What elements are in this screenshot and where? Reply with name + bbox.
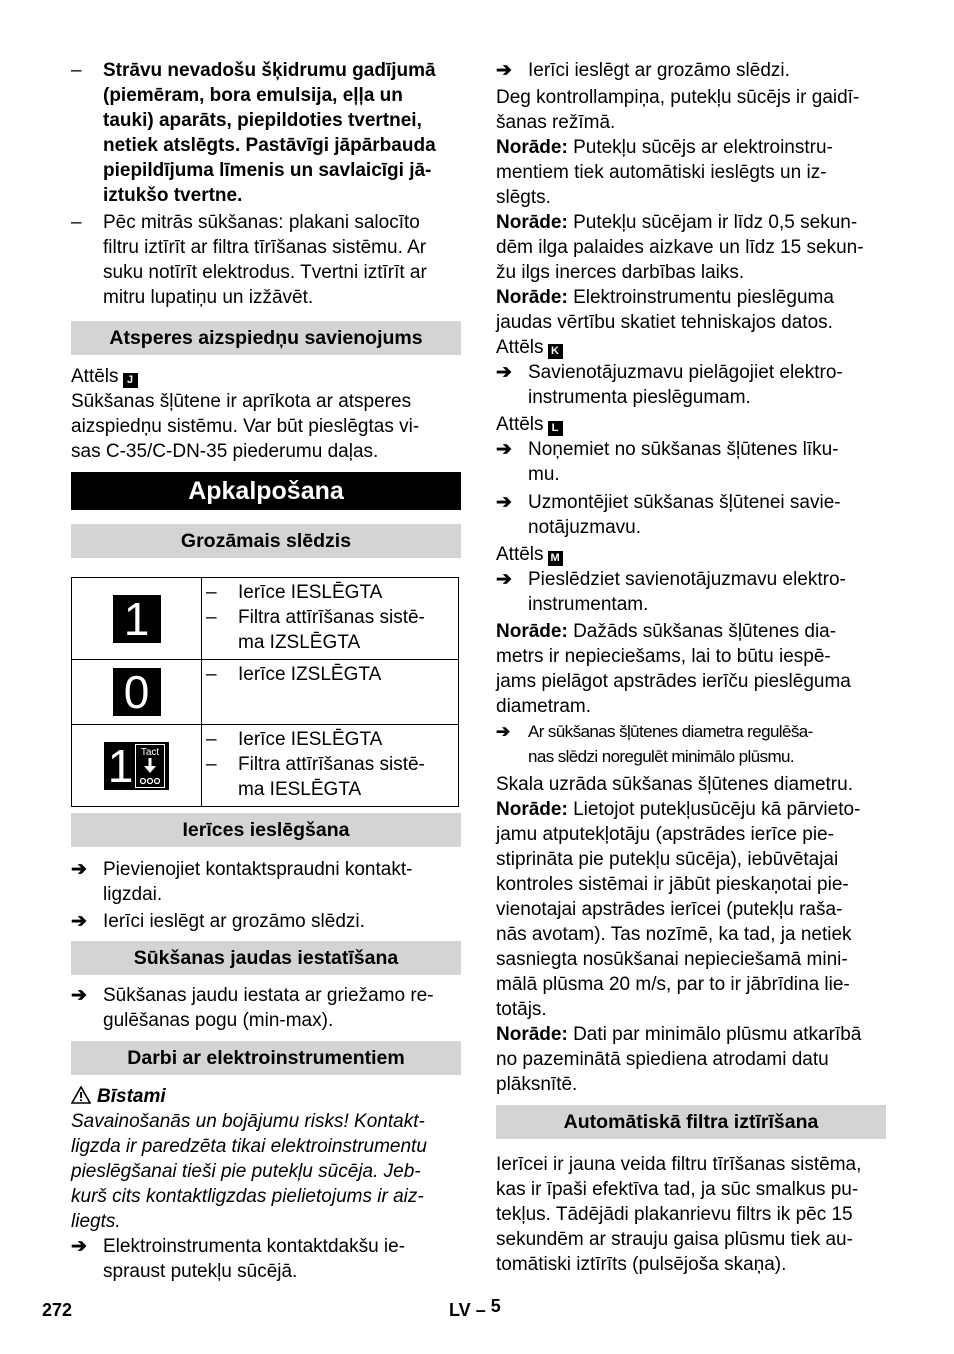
note: Norāde: Putekļu sūcējam ir līdz 0,5 sekun- dēm ilga palaides aizkave un līdz 15 sekun- žu ilgs inerces darbības laiks. [496,212,864,283]
table-row: 0 – Ierīce IZSLĒGTA [72,660,459,725]
figure-ref-j: Attēls J [71,364,461,389]
arrow-icon: ➔ [71,911,87,932]
table-row: 1 Tact – Ierīce IESLĒGTA – Filtra attīrīšanas sistē- ma IESLĒGTA [72,725,459,807]
danger-text: Savainošanās un bojājumu risks! Kontakt- ligzda ir paredzēta tikai elektroinstrumentu pieslēgšanai tieši pie putekļu sūcēja. Jeb- kurš cits kontaktligzdas pielietojums ir aiz- liegts. [71,1111,427,1232]
switch-positions-table [71,577,459,807]
arrow-icon: ➔ [71,1236,87,1257]
list-item: ➔ Pievienojiet kontaktspraudni kontakt- ligzdai. [71,859,413,905]
arrow-icon: ➔ [496,492,512,513]
table-row: 1 – Ierīce IESLĒGTA – Filtra attīrīšanas sistē- ma IZSLĒGTA [72,578,459,660]
right-column: ➔ Ierīci ieslēgt ar grozāmo slēdzi. Deg kontrollampiņa, putekļu sūcējs ir gaidī- šanas režīmā. Norāde: Putekļu sūcējs ar elektroinstru- mentiem tiek automātiski ieslēgts un iz- slēgts. Norāde: Putekļu sūcējam ir līdz 0,5 sekun- dēm ilga palaides aizkave un līdz 15 sekun- žu ilgs inerces darbības laiks. Norāde: Elektroinstrumentu pieslēguma jaudas vērtību skatiet tehniskajos datos. Attēls K ➔ Savienotājuzmavu pielāgojiet elektro- instrumenta pieslēgumam. Attēls L ➔ Noņemiet no sūkšanas šļūtenes līku- mu. ➔ Uzmontējiet sūkšanas šļūtenei savie- notājuzmavu. Attēls M ➔ Pieslēdziet savienotājuzmavu elektro- instrumentam. Norāde: Dažāds sūkšanas šļūtenes dia- metrs ir nepieciešams, lai to būtu iespē- jams pielāgot apstrādes ierīču pieslēguma diametram. ➔ Ar sūkšanas šļūtenes diametra regulēša- nas slēdzi noregulēt minimālo plūsmu. Skala uzrāda sūkšanas šļūtenes diametru. Norāde: Lietojot putekļusūcēju kā pārvieto- jamu atputekļotāju (apstrādes ierīce pie- stiprināta pie putekļu sūcēja), iebūvētajai kontroles sistēmai ir jābūt pieskaņotai pie- vienotajai apstrādes ierīcei (putekļu raša- nās avotam). Tas nozīmē, ka tad, ja netiek sasniegta nosūkšanai nepieciešamā mini- mālā plūsma 20 m/s, par to ir jābrīdina lie- totājs. Norāde: Dati par minimālo plūsmu atkarībā no pazeminātā spiediena atrodami datu plāksnītē. Automātiskā filtra iztīrīšana Ierīcei ir jauna veida filtru tīrīšanas sistēma, kas ir īpaši efektīva tad, ja sūc smalkus pu- tekļus. Tādējādi plakanrievu filtrs ik pēc 15 sekundēm ar strauju gaisa plūsmu tiek au- tomātiski iztīrīts (pulsējoša skaņa). [496,58,886,1277]
danger-label: Bīstami [71,1084,461,1109]
switch-position-tact-icon: 1 Tact [104,742,170,790]
arrow-icon: ➔ [496,569,512,590]
switch-position-0-icon: 0 [113,668,161,716]
note: Norāde: Lietojot putekļusūcēju kā pārvieto- jamu atputekļotāju (apstrādes ierīce pie- stiprināta pie putekļu sūcēja), iebūvētajai kontroles sistēmai ir jābūt pieskaņotai pie- vienotajai apstrādes ierīcei (putekļu raša- nās avotam). Tas nozīmē, ka tad, ja netiek sasniegta nosūkšanai nepieciešamā mini- mālā plūsma 20 m/s, par to ir jābrīdina lie- totājs. [496,799,861,1020]
section-heading-suction-power: Sūkšanas jaudas iestatīšana [71,941,461,975]
figure-letter-k: K [548,344,563,359]
note: Norāde: Putekļu sūcējs ar elektroinstru- mentiem tiek automātiski ieslēgts un iz- slēgts. [496,137,833,208]
list-item: ➔ Pieslēdziet savienotājuzmavu elektro- instrumentam. [496,569,846,615]
warning-triangle-icon [71,1086,91,1104]
auto-filter-text: Ierīcei ir jauna veida filtru tīrīšanas sistēma, kas ir īpaši efektīva tad, ja sūc smalkus pu- tekļus. Tādējādi plakanrievu filtrs ik pēc 15 sekundēm ar strauju gaisa plūsmu tiek au- tomātiski iztīrīts (pulsējoša skaņa). [496,1154,862,1275]
section-heading-power-on: Ierīces ieslēgšana [71,813,461,847]
list-item: ➔ Savienotājuzmavu pielāgojiet elektro- instrumenta pieslēgumam. [496,362,843,408]
warning-list-item: – Strāvu nevadošu šķidrumu gadījumā (piemēram, bora emulsija, eļļa un tauki) aparāts, piepildoties tvertnei, netiek atslēgts. Pastāvīgi jāpārbauda piepildījuma līmenis un savlaicīgi jā- iztukšo tvertne. [71,60,436,206]
section-heading-power-tools: Darbi ar elektroinstrumentiem [71,1041,461,1075]
arrow-icon: ➔ [496,722,511,741]
switch-position-1-icon: 1 [113,595,161,643]
svg-text:Tact: Tact [141,746,160,758]
figure-letter-j: J [123,373,138,388]
list-item: ➔ Uzmontējiet sūkšanas šļūtenei savie- notājuzmavu. [496,492,841,538]
note: Norāde: Dažāds sūkšanas šļūtenes dia- metrs ir nepieciešams, lai to būtu iespē- jams pielāgot apstrādes ierīču pieslēguma diametram. [496,621,851,717]
left-column [71,58,461,1284]
chapter-heading-operation: Apkalpošana [71,472,461,510]
figure-ref-m: Attēls M [496,542,886,567]
arrow-icon: ➔ [496,439,512,460]
list-item: ➔ Sūkšanas jaudu iestata ar griežamo re- gulēšanas pogu (min-max). [71,985,434,1031]
list-item: ➔ Noņemiet no sūkšanas šļūtenes līku- mu. [496,439,839,485]
figure-ref-l: Attēls L [496,412,886,437]
figure-ref-k: Attēls K [496,335,886,360]
page-number: 272 [42,1300,73,1320]
note: Norāde: Dati par minimālo plūsmu atkarībā no pazeminātā spiediena atrodami datu plāksnītē. [496,1024,862,1095]
figure-letter-l: L [548,421,563,436]
section-heading-spring-clip: Atsperes aizspiedņu savienojums [71,321,461,355]
figure-letter-m: M [548,551,563,566]
wet-cleaning-item: – Pēc mitrās sūkšanas: plakani salocīto filtru iztīrīt ar filtra tīrīšanas sistēmu. Ar suku notīrīt elektrodus. Tvertni iztīrīt ar mitru lupatiņu un izžāvēt. [71,212,427,308]
section-heading-auto-filter: Automātiskā filtra iztīrīšana [496,1105,886,1139]
list-item: ➔ Elektroinstrumenta kontaktdakšu ie- spraust putekļu sūcējā. [71,1236,406,1282]
arrow-icon: ➔ [496,60,512,81]
list-item: ➔ Ierīci ieslēgt ar grozāmo slēdzi. [71,911,365,932]
list-item: ➔ Ar sūkšanas šļūtenes diametra regulēša- nas slēdzi noregulēt minimālo plūsmu. [496,719,886,769]
arrow-icon: ➔ [71,859,87,880]
nonconductive-liquid-warning: Strāvu nevadošu šķidrumu gadījumā (piemēram, bora emulsija, eļļa un tauki) aparāts, piepildoties tvertnei, netiek atslēgts. Pastāvīgi jāpārbauda piepildījuma līmenis un savlaicīgi jā- iztukšo tvertne. [103,60,436,206]
list-item: ➔ Ierīci ieslēgt ar grozāmo slēdzi. [496,60,790,81]
language-code: LV – 5 [449,1296,501,1320]
arrow-icon: ➔ [71,985,87,1006]
section-heading-rotary-switch: Grozāmais slēdzis [71,524,461,558]
spring-clip-text: Sūkšanas šļūtene ir aprīkota ar atsperes aizspiedņu sistēmu. Var būt pieslēgtas vi- sas C-35/C-DN-35 piederumu daļas. [71,391,420,462]
arrow-icon: ➔ [496,362,512,383]
note: Norāde: Elektroinstrumentu pieslēguma jaudas vērtību skatiet tehniskajos datos. [496,287,834,333]
